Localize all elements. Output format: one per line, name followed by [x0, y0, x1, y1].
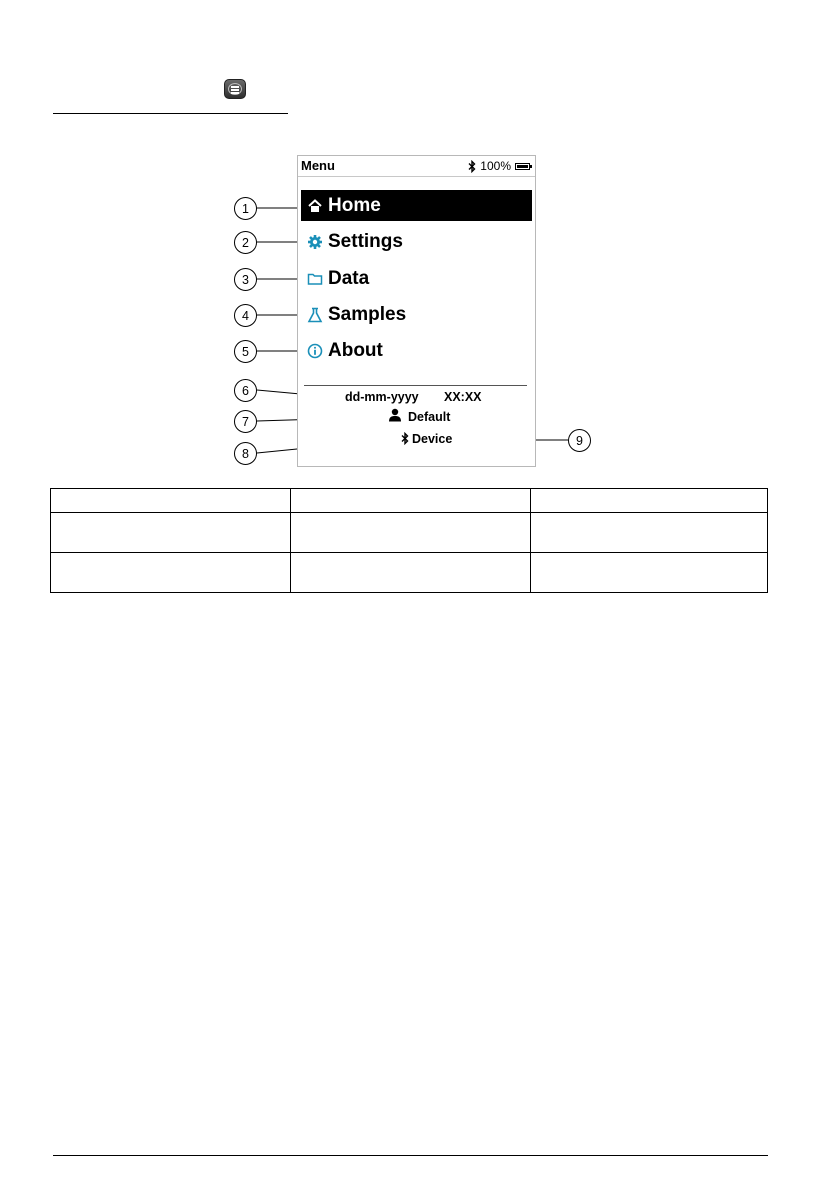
table-cell	[51, 553, 291, 593]
table-row	[51, 553, 768, 593]
table-cell	[531, 513, 768, 553]
bluetooth-icon	[401, 432, 409, 445]
flask-icon	[307, 307, 323, 323]
table-cell	[531, 489, 768, 513]
callout-2: 2	[234, 231, 257, 254]
table-cell	[51, 513, 291, 553]
device-text: Device	[412, 432, 453, 446]
menu-item-settings[interactable]	[301, 226, 532, 257]
status-bar	[298, 156, 535, 177]
gear-icon	[307, 234, 323, 250]
menu-item-samples[interactable]	[301, 299, 532, 330]
menu-item-label: About	[328, 339, 383, 361]
menu-item-label: Settings	[328, 230, 403, 252]
legend-table	[50, 488, 768, 593]
menu-item-label: Samples	[328, 303, 407, 325]
table-cell	[291, 553, 531, 593]
menu-item-label: Home	[328, 194, 381, 216]
folder-icon	[307, 271, 323, 287]
menu-item-home[interactable]	[301, 190, 532, 221]
screen-divider	[304, 385, 527, 386]
table-cell	[291, 489, 531, 513]
table-header-row	[51, 489, 768, 513]
callout-6: 6	[234, 379, 257, 402]
user-icon	[388, 408, 402, 422]
callout-1: 1	[234, 197, 257, 220]
callout-5: 5	[234, 340, 257, 363]
battery-icon	[515, 163, 530, 170]
table-cell	[531, 553, 768, 593]
home-icon	[307, 198, 323, 214]
date-text: dd-mm-yyyy	[345, 390, 419, 404]
callout-4: 4	[234, 304, 257, 327]
menu-item-label: Data	[328, 267, 370, 289]
menu-item-data[interactable]	[301, 263, 532, 294]
footer-rule	[53, 1155, 768, 1156]
info-icon	[307, 343, 323, 359]
callout-7: 7	[234, 410, 257, 433]
user-text: Default	[408, 410, 451, 424]
device-screen	[297, 155, 536, 467]
status-indicators	[468, 159, 530, 173]
time-text: XX:XX	[444, 390, 482, 404]
bluetooth-icon	[468, 160, 476, 173]
table-cell	[291, 513, 531, 553]
table-cell	[51, 489, 291, 513]
callout-8: 8	[234, 442, 257, 465]
battery-percent: 100%	[480, 159, 511, 173]
callout-3: 3	[234, 268, 257, 291]
table-row	[51, 513, 768, 553]
screen-title: Menu	[301, 158, 335, 173]
menu-item-about[interactable]	[301, 335, 532, 366]
callout-9: 9	[568, 429, 591, 452]
